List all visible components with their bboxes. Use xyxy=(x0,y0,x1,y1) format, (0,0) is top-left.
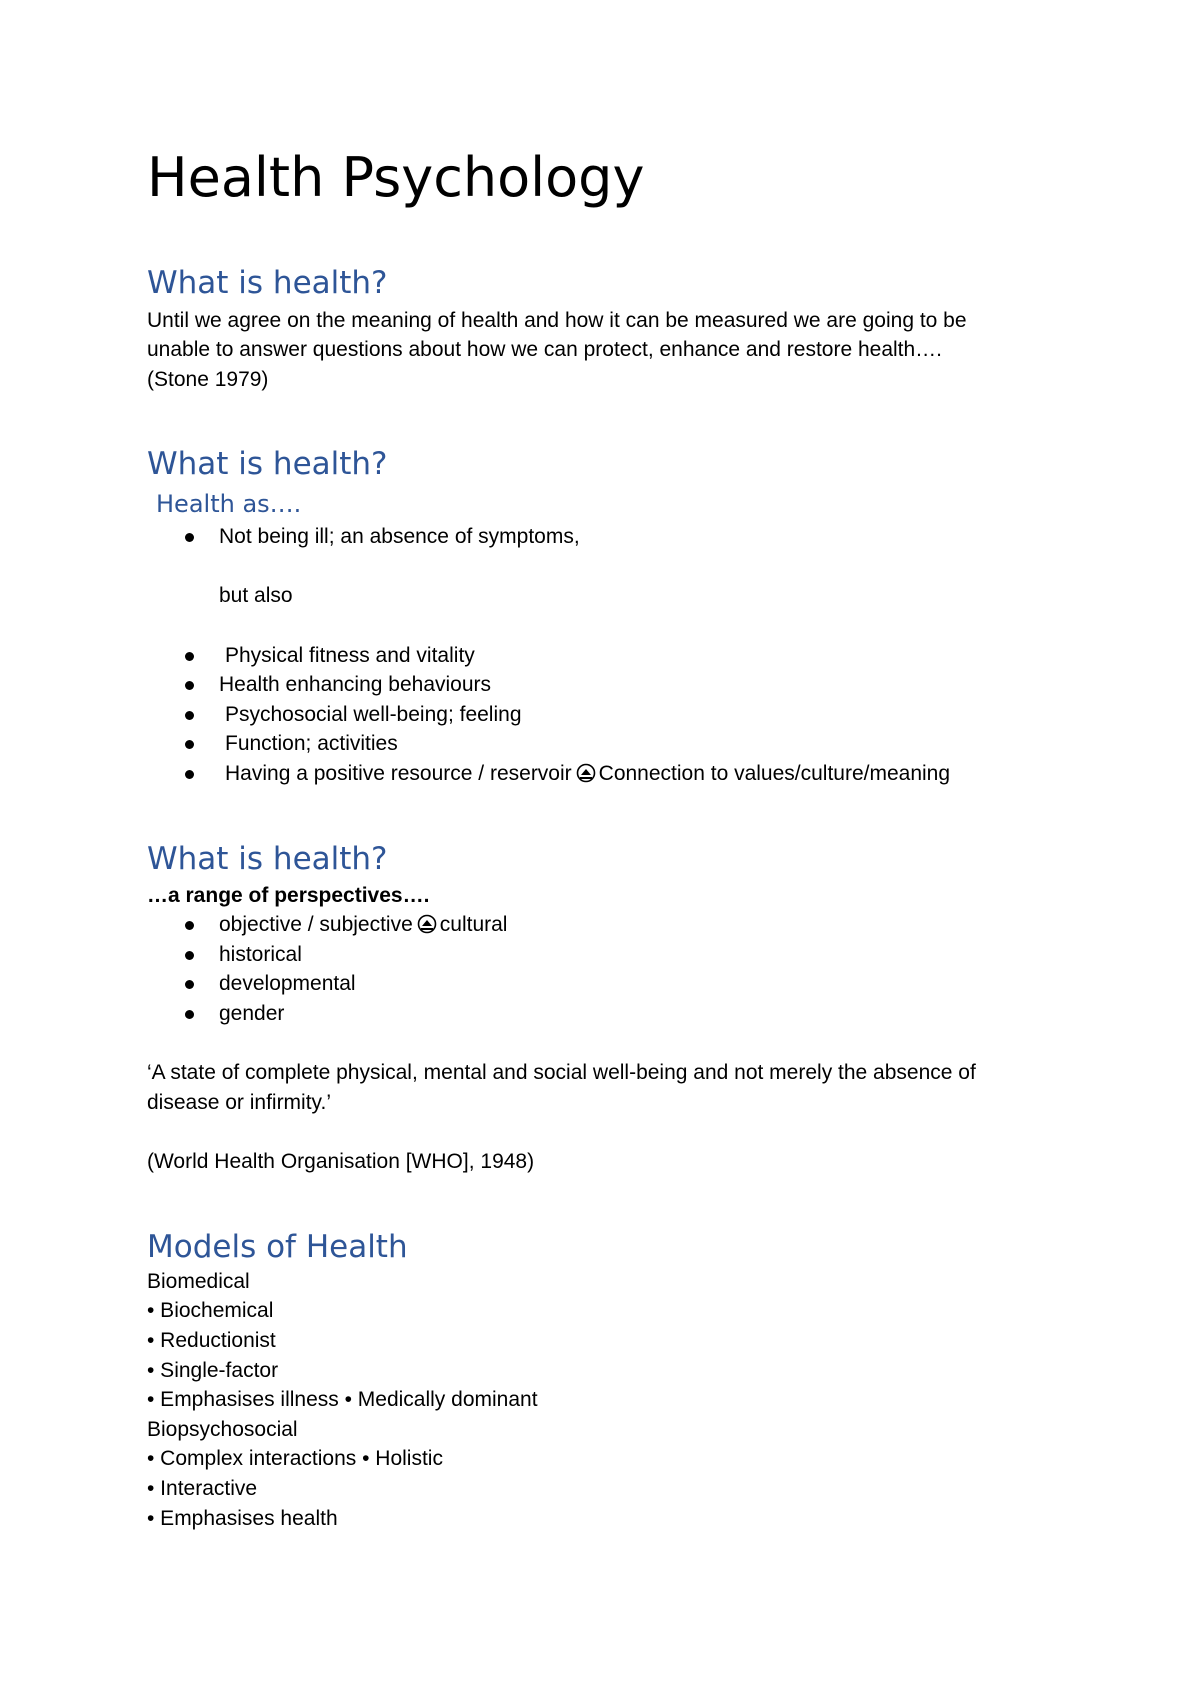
model-line: • Emphasises health xyxy=(147,1507,338,1530)
list-item-text: Physical fitness and vitality xyxy=(225,644,475,667)
model-line: Biopsychosocial xyxy=(147,1418,298,1441)
bullet-icon xyxy=(185,533,194,542)
section3-heading: What is health? xyxy=(147,841,388,877)
list-item xyxy=(0,759,1200,789)
bullet-icon xyxy=(185,921,194,930)
list-item-text: developmental xyxy=(219,972,356,995)
bullet-icon xyxy=(185,711,194,720)
list-item-text: historical xyxy=(219,943,302,966)
section1-citation: (Stone 1979) xyxy=(147,368,269,391)
model-line: • Reductionist xyxy=(147,1329,276,1352)
list-item-text: Function; activities xyxy=(225,732,398,755)
model-line: • Single-factor xyxy=(147,1359,279,1382)
interlude-text: but also xyxy=(219,584,293,607)
bullet-icon xyxy=(185,951,194,960)
list-item xyxy=(0,641,1200,671)
document-title: Health Psychology xyxy=(147,146,645,209)
model-line: Biomedical xyxy=(147,1270,250,1293)
bullet-icon xyxy=(185,1010,194,1019)
list-item-text: Not being ill; an absence of symptoms, xyxy=(219,525,580,548)
who-quote-line-1: ‘A state of complete physical, mental and social well-being and not merely the absence of xyxy=(147,1061,976,1084)
model-line: • Interactive xyxy=(147,1477,258,1500)
section1-heading: What is health? xyxy=(147,265,388,301)
model-line: • Biochemical xyxy=(147,1299,274,1322)
list-item-text-after: Connection to values/culture/meaning xyxy=(598,762,951,785)
model-line: • Complex interactions • Holistic xyxy=(147,1447,443,1470)
list-item-text-after: cultural xyxy=(439,913,508,936)
list-item-text: gender xyxy=(219,1002,285,1025)
model-line: • Emphasises illness • Medically dominant xyxy=(147,1388,538,1411)
section1-line-2: unable to answer questions about how we can protect, enhance and restore health…. xyxy=(147,338,943,361)
bullet-icon xyxy=(185,980,194,989)
who-quote-line-2: disease or infirmity.’ xyxy=(147,1091,331,1114)
arrow-symbol-icon xyxy=(417,914,437,934)
list-item-text xyxy=(225,759,950,789)
bullet-icon xyxy=(185,681,194,690)
list-item xyxy=(0,670,1200,700)
section3-intro: …a range of perspectives…. xyxy=(147,884,430,907)
list-item xyxy=(0,910,1200,940)
section4-heading: Models of Health xyxy=(147,1229,408,1265)
list-item-text xyxy=(219,910,507,940)
list-item xyxy=(0,940,1200,970)
list-item-text: Psychosocial well-being; feeling xyxy=(225,703,522,726)
list-item-text: Health enhancing behaviours xyxy=(219,673,492,696)
section1-line-1: Until we agree on the meaning of health and how it can be measured we are going to be xyxy=(147,309,967,332)
list-item xyxy=(0,700,1200,730)
section2-subheading: Health as…. xyxy=(156,490,302,518)
arrow-symbol-icon xyxy=(576,763,596,783)
list-item xyxy=(0,969,1200,999)
list-item-text-before: Having a positive resource / reservoir xyxy=(225,762,572,785)
section2-heading: What is health? xyxy=(147,446,388,482)
bullet-icon xyxy=(185,770,194,779)
bullet-icon xyxy=(185,740,194,749)
list-item xyxy=(0,999,1200,1029)
list-item xyxy=(0,729,1200,759)
list-item-text-before: objective / subjective xyxy=(219,913,413,936)
who-citation: (World Health Organisation [WHO], 1948) xyxy=(147,1150,535,1173)
bullet-icon xyxy=(185,652,194,661)
list-item xyxy=(0,522,1200,552)
